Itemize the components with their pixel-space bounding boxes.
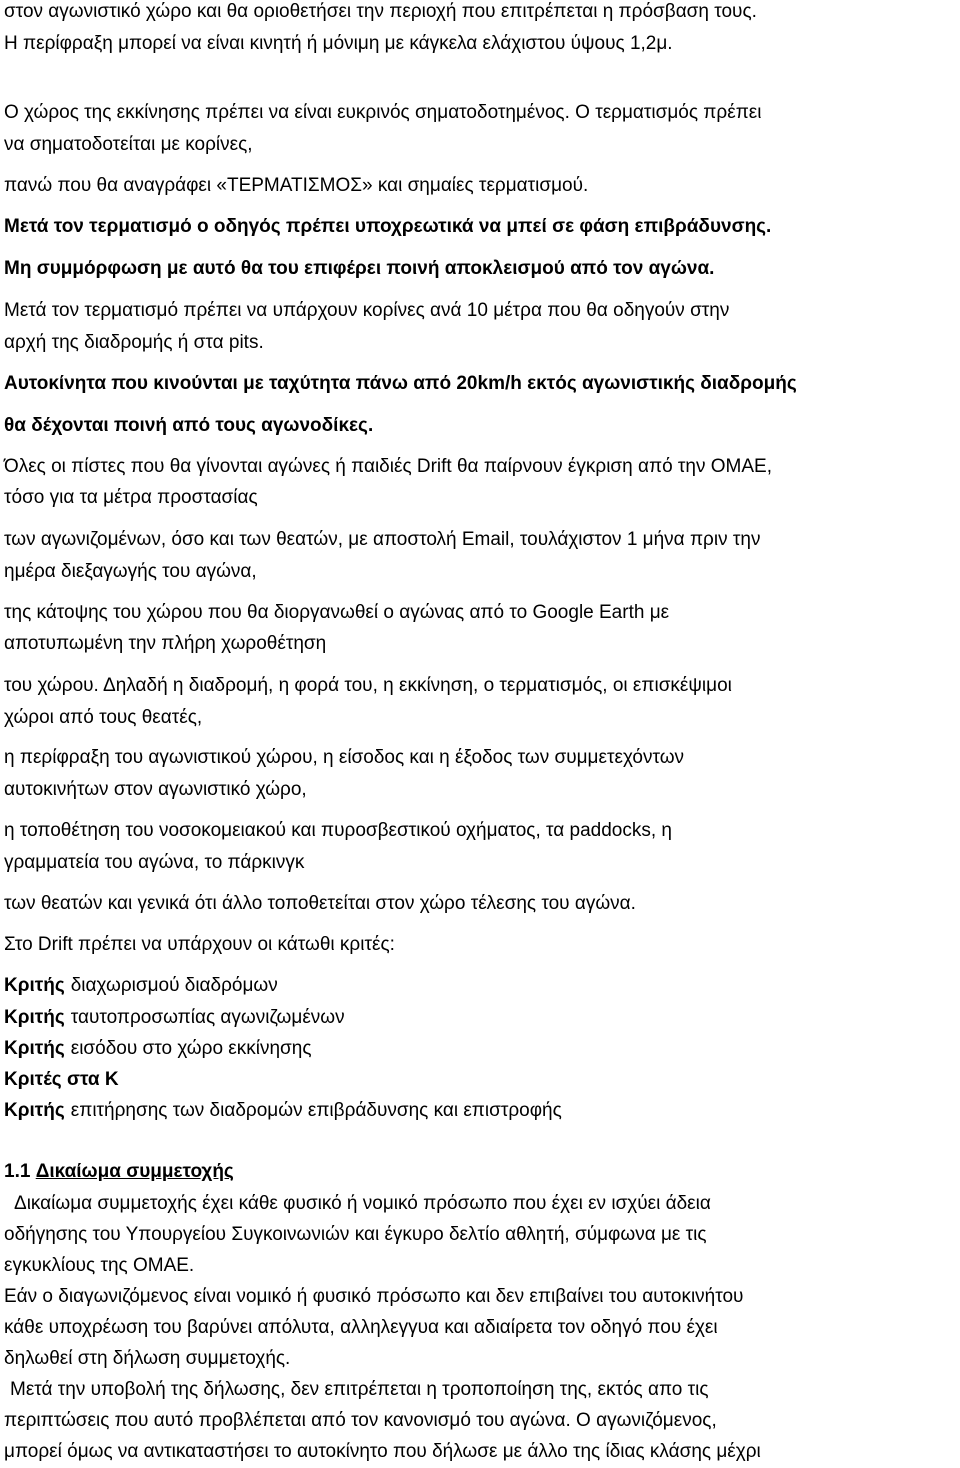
text-line: του χώρου. Δηλαδή η διαδρομή, η φορά του, η εκκίνηση, ο τερματισμός, οι επισκέψιμοι — [4, 675, 732, 696]
text-line: Ο χώρος της εκκίνησης πρέπει να είναι ευκρινός σηματοδοτημένος. Ο τερματισμός πρέπει — [4, 102, 762, 123]
paragraph-line: Εάν ο διαγωνιζόμενος είναι νομικό ή φυσικό πρόσωπο και δεν επιβαίνει του αυτοκινήτου — [4, 1286, 744, 1307]
paragraph-line: οδήγησης του Υπουργείου Συγκοινωνιών και έγκυρο δελτίο αθλητή, σύμφωνα με τις — [4, 1224, 707, 1245]
text-line: Στο Drift πρέπει να υπάρχουν οι κάτωθι κριτές: — [4, 934, 395, 955]
paragraph-line: κάθε υποχρέωση του βαρύνει απόλυτα, αλληλεγγυα και αδιαίρετα τον οδηγό που έχει — [4, 1317, 718, 1338]
paragraph-line: μπορεί όμως να αντικαταστήσει το αυτοκίνητο που δήλωσε με άλλο της ίδιας κλάσης μέχρι — [4, 1441, 761, 1462]
text-line: γραμματεία του αγώνα, το πάρκινγκ — [4, 852, 305, 873]
judge-role: ταυτοπροσωπίας αγωνιζωμένων — [70, 1007, 345, 1028]
section-heading — [4, 1160, 234, 1184]
text-line: πανώ που θα αναγράφει «ΤΕΡΜΑΤΙΣΜΟΣ» και σημαίες τερματισμού. — [4, 175, 589, 196]
judge-role: εισόδου στο χώρο εκκίνησης — [70, 1038, 312, 1059]
paragraph-line: εγκυκλίους της ΟΜΑΕ. — [4, 1255, 195, 1276]
judge-title: Κριτής — [4, 1038, 65, 1059]
judge-role: επιτήρησης των διαδρομών επιβράδυνσης και επιστροφής — [70, 1100, 562, 1121]
text-line: ημέρα διεξαγωγής του αγώνα, — [4, 561, 257, 582]
text-line: Όλες οι πίστες που θα γίνονται αγώνες ή παιδιές Drift θα παίρνουν έγκριση από την ΟΜΑΕ, — [4, 456, 773, 477]
section-title: Δικαίωμα συμμετοχής — [35, 1161, 234, 1182]
judge-item — [4, 1099, 562, 1123]
paragraph-line: Μετά την υποβολή της δήλωσης, δεν επιτρέπεται η τροποποίηση της, εκτός απο τις — [10, 1379, 709, 1400]
paragraph-line: Δικαίωμα συμμετοχής έχει κάθε φυσικό ή νομικό πρόσωπο που έχει εν ισχύει άδεια — [14, 1193, 711, 1214]
judge-title: Κριτής — [4, 1007, 65, 1028]
text-line: η περίφραξη του αγωνιστικού χώρου, η είσοδος και η έξοδος των συμμετεχόντων — [4, 747, 685, 768]
text-line: αποτυπωμένη την πλήρη χωροθέτηση — [4, 633, 327, 654]
text-line: της κάτοψης του χώρου που θα διοργανωθεί ο αγώνας από το Google Earth με — [4, 602, 670, 623]
text-line: τόσο για τα μέτρα προστασίας — [4, 487, 258, 508]
judge-item — [4, 1068, 119, 1092]
text-line: στον αγωνιστικό χώρο και θα οριοθετήσει την περιοχή που επιτρέπεται η πρόσβαση τους. — [4, 1, 757, 22]
text-line: χώροι από τους θεατές, — [4, 707, 203, 728]
judge-title: Κριτής — [4, 975, 65, 996]
text-line: αυτοκινήτων στον αγωνιστικό χώρο, — [4, 779, 307, 800]
text-line: Η περίφραξη μπορεί να είναι κινητή ή μόνιμη με κάγκελα ελάχιστου ύψους 1,2μ. — [4, 33, 673, 54]
bold-text-line: Μη συμμόρφωση με αυτό θα του επιφέρει ποινή αποκλεισμού από τον αγώνα. — [4, 258, 715, 279]
paragraph-line: δηλωθεί στη δήλωση συμμετοχής. — [4, 1348, 291, 1369]
text-line: η τοποθέτηση του νοσοκομειακού και πυροσβεστικού οχήματος, τα paddocks, η — [4, 820, 672, 841]
judge-title: Κριτές στα Κ — [4, 1069, 119, 1090]
bold-text-line: θα δέχονται ποινή από τους αγωνοδίκες. — [4, 415, 374, 436]
text-line: των θεατών και γενικά ότι άλλο τοποθετείται στον χώρο τέλεσης του αγώνα. — [4, 893, 636, 914]
judge-role: διαχωρισμού διαδρόμων — [70, 975, 278, 996]
text-line: Μετά τον τερματισμό πρέπει να υπάρχουν κορίνες ανά 10 μέτρα που θα οδηγούν στην — [4, 300, 730, 321]
paragraph-line: περιπτώσεις που αυτό προβλέπεται από τον κανονισμό του αγώνα. Ο αγωνιζόμενος, — [4, 1410, 717, 1431]
bold-text-line: Μετά τον τερματισμό ο οδηγός πρέπει υποχρεωτικά να μπεί σε φάση επιβράδυνσης. — [4, 216, 772, 237]
judge-item — [4, 1037, 312, 1061]
bold-text-line: Αυτοκίνητα που κινούνται με ταχύτητα πάνω από 20km/h εκτός αγωνιστικής διαδρομής — [4, 373, 797, 394]
judge-title: Κριτής — [4, 1100, 65, 1121]
text-line: να σηματοδοτείται με κορίνες, — [4, 134, 253, 155]
text-line: των αγωνιζομένων, όσο και των θεατών, με αποστολή Email, τουλάχιστον 1 μήνα πριν την — [4, 529, 761, 550]
judge-item — [4, 974, 278, 998]
text-line: αρχή της διαδρομής ή στα pits. — [4, 332, 264, 353]
judge-item — [4, 1006, 345, 1030]
section-number: 1.1 — [4, 1161, 31, 1182]
